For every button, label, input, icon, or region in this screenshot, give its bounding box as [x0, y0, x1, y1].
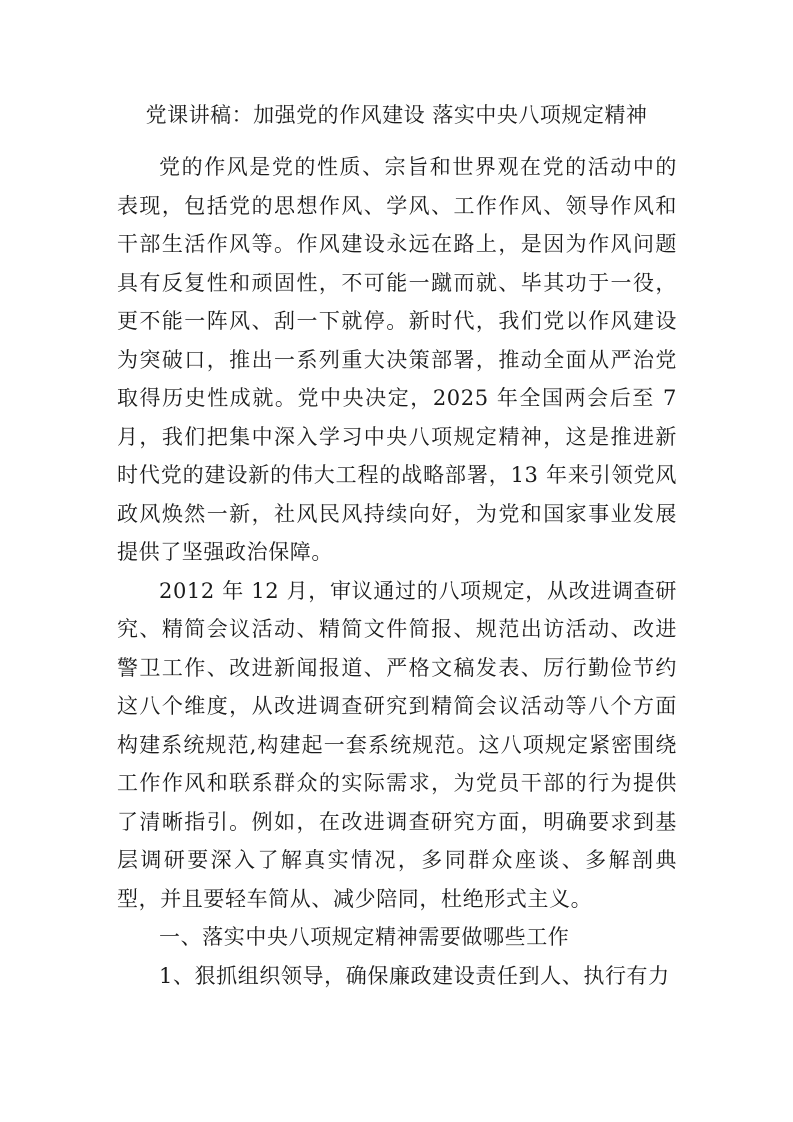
section-heading-one: 一、落实中央八项规定精神需要做哪些工作	[159, 925, 570, 949]
subsection-heading-one: 1、狠抓组织领导，确保廉政建设责任到人、执行有力	[159, 963, 670, 988]
document-title: 党课讲稿：加强党的作风建设 落实中央八项规定精神	[145, 103, 648, 127]
paragraph-intro: 党的作风是党的性质、宗旨和世界观在党的活动中的表现，包括党的思想作风、学风、工作作风、领导作风和干部生活作风等。作风建设永远在路上，是因为作风问题具有反复性和顽固性，不可能一蹴而就、毕其功于一役，更不能一阵风、刮一下就停。新时代，我们党以作风建设为突破口，推出一系列重大决策部署，推动全面从严治党取得历史性成就。党中央决定，2025 年全国两会后至 7 月，我们把集中深入学习中央八项规定精神，这是推进新时代党的建设新的伟大工程的战略部署，13 年来引领党风政风焕然一新，社风民风持续向好，为党和国家事业发展提供了坚强政治保障。	[117, 155, 677, 564]
paragraph-eight-rules: 2012 年 12 月，审议通过的八项规定，从改进调查研究、精简会议活动、精简文件简报、规范出访活动、改进警卫工作、改进新闻报道、严格文稿发表、厉行勤俭节约这八个维度，从改进调查研究到精简会议活动等八个方面构建系统规范,构建起一套系统规范。这八项规定紧密围绕工作作风和联系群众的实际需求，为党员干部的行为提供了清晰指引。例如，在改进调查研究方面，明确要求到基层调研要深入了解真实情况，多同群众座谈、多解剖典型，并且要轻车简从、减少陪同，杜绝形式主义。	[117, 578, 677, 911]
document-body	[117, 148, 677, 995]
